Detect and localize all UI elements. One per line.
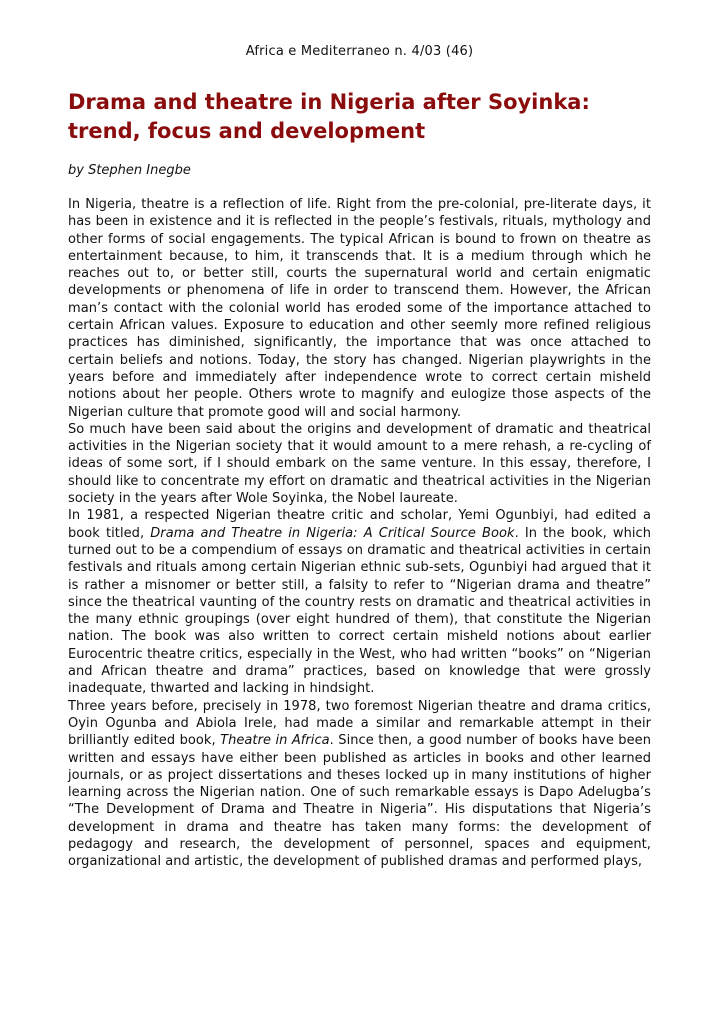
paragraph-text: In Nigeria, theatre is a reflection of life. Right from the pre-colonial, pre-literate days, it has been in existence and it is reflected in the people’s festivals, rituals, mythology and other forms of social engagements. The typical African is bound to frown on theatre as entertainment because, to him, it transcends that. It is a medium through which he reaches out to, or better still, courts the supernatural world and certain enigmatic developments or phenomena of life in order to transcend them. However, the African man’s contact with the colonial world has eroded some of the importance attached to certain African values. Exposure to education and other seemly more refined religious practices has diminished, significantly, the importance that was once attached to certain beliefs and notions. Today, the story has changed. Nigerian playwrights in the years before and immediately after independence wrote to correct certain misheld notions about her people. Others wrote to magnify and eulogize those aspects of the Nigerian culture that promote good will and social harmony. bbox=[68, 197, 651, 420]
paragraph-text: . Since then, a good number of books have been written and essays have either been published as articles in books and other learned journals, or as project dissertations and theses locked up in many institutions of higher learning across the Nigerian nation. One of such remarkable essays is Dapo Adelugba’s “The Development of Drama and Theatre in Nigeria”. His disputations that Nigeria’s development in drama and theatre has taken many forms: the development of pedagogy and research, the development of personnel, spaces and equipment, organizational and artistic, the development of published dramas and performed plays, bbox=[68, 733, 651, 870]
paragraph-text: Three years before, precisely in 1978, two foremost Nigerian theatre and drama critics, Oyin Ogunba and Abiola Irele, had made a similar and remarkable attempt in their brilliantly edited book, bbox=[68, 698, 651, 749]
book-title: Drama and Theatre in Nigeria: A Critical Source Book bbox=[150, 525, 515, 541]
paragraph bbox=[68, 507, 651, 697]
book-title: Theatre in Africa bbox=[220, 733, 330, 749]
paragraph-text: So much have been said about the origins and development of dramatic and theatrical activities in the Nigerian society that it would amount to a mere rehash, a re-cycling of ideas of some sort, if I should embark on the same venture. In this essay, therefore, I should like to concentrate my effort on dramatic and theatrical activities in the Nigerian society in the years after Wole Soyinka, the Nobel laureate. bbox=[68, 421, 651, 507]
paragraph-text: . In the book, which turned out to be a compendium of essays on dramatic and theatrical activities in certain festivals and rituals among certain Nigerian ethnic sub-sets, Ogunbiyi had argued that it is rather a misnomer or better still, a falsity to refer to “Nigerian drama and theatre” since the theatrical vaunting of the country rests on dramatic and theatrical activities in the many ethnic groupings (over eight hundred of them), that constitute the Nigerian nation. The book was also written to correct certain misheld notions about earlier Eurocentric theatre critics, especially in the West, who had written “books” on “Nigerian and African theatre and drama” practices, based on knowledge that were grossly inadequate, thwarted and lacking in hindsight. bbox=[68, 525, 652, 697]
paragraph-text: In 1981, a respected Nigerian theatre critic and scholar, Yemi Ogunbiyi, had edited a book titled, bbox=[68, 508, 651, 541]
paragraph bbox=[68, 421, 651, 507]
running-header: Africa e Mediterraneo n. 4/03 (46) bbox=[245, 44, 474, 59]
article-byline: by Stephen Inegbe bbox=[68, 163, 191, 178]
article-body bbox=[68, 196, 651, 871]
document-page bbox=[68, 0, 651, 871]
paragraph bbox=[68, 196, 651, 421]
paragraph bbox=[68, 698, 651, 871]
article-title: Drama and theatre in Nigeria after Soyinka: trend, focus and development bbox=[68, 90, 590, 143]
